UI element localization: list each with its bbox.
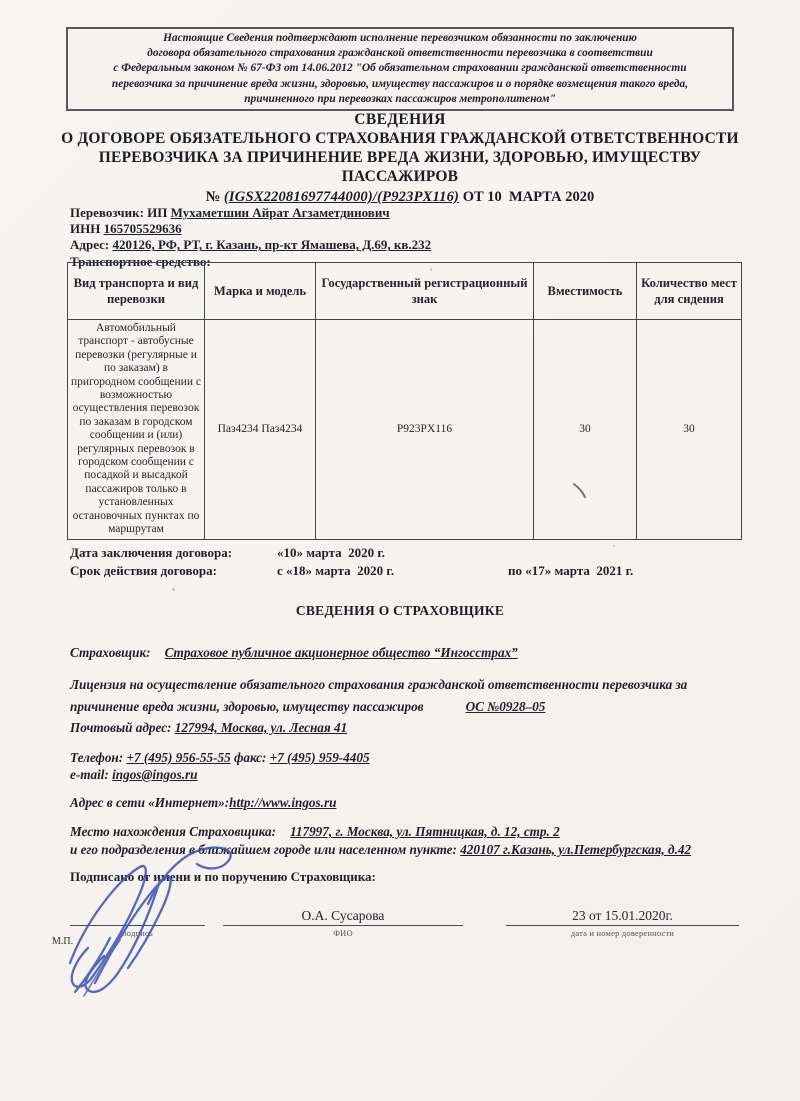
branch-label: и его подразделения в ближайшем городе или населенном пункте:: [70, 842, 457, 857]
title-line: О ДОГОВОРЕ ОБЯЗАТЕЛЬНОГО СТРАХОВАНИЯ ГРАЖДАНСКОЙ ОТВЕТСТВЕННОСТИ: [61, 130, 739, 147]
insurer-section-title: СВЕДЕНИЯ О СТРАХОВЩИКЕ: [295, 603, 505, 618]
poa-value: 23 от 15.01.2020г.: [572, 908, 673, 923]
insurer-name: Страховое публичное акционерное общество “Ингосстрах”: [164, 645, 518, 660]
title-word: СВЕДЕНИЯ: [354, 111, 446, 128]
email-label: e-mail:: [70, 767, 109, 782]
address-line: [70, 237, 431, 253]
cell-reg-plate: P923PX116: [316, 320, 534, 540]
website-line: [70, 795, 746, 811]
notice-line: с Федеральным законом № 67-ФЗ от 14.06.2012 "Об обязательном страховании гражданской ответственности: [113, 62, 687, 75]
license-line: [70, 674, 746, 718]
location-value: 117997, г. Москва, ул. Пятницкая, д. 12, стр. 2: [290, 824, 560, 839]
col-header-seats: Количество мест для сидения: [637, 263, 742, 320]
cell-transport-type: Автомобильный транспорт - автобусные перевозки (регулярные и по заказам) в пригородном сообщении с возможностью осуществления перевозок по заказам в городском сообщении и (или) регулярных перевозок в городском сообщении с посадкой и высадкой пассажиров только в установленных остановочных пунктах по маршрутам: [68, 320, 205, 540]
table-header-row: [68, 263, 742, 320]
cell-seats: 30: [637, 320, 742, 540]
term-row: [70, 563, 750, 581]
handwritten-signature: [40, 836, 280, 1008]
notice-box: [66, 27, 734, 111]
title-line: ПЕРЕВОЗЧИКА ЗА ПРИЧИНЕНИЕ ВРЕДА ЖИЗНИ, ЗДОРОВЬЮ, ИМУЩЕСТВУ: [98, 149, 702, 166]
cell-make-model: Паз4234 Паз4234: [205, 320, 316, 540]
website-label: Адрес в сети «Интернет»:: [70, 795, 230, 810]
stamp-place-label: М.П.: [52, 936, 74, 947]
carrier-line: [70, 205, 431, 221]
address-value: 420126, РФ, РТ, г. Казань, пр-кт Ямашева, Д.69, кв.232: [112, 237, 432, 253]
carrier-block: [70, 205, 431, 270]
phone-line: [70, 750, 746, 766]
vehicle-label: Транспортное средство:: [70, 253, 211, 269]
email-line: [70, 767, 746, 783]
insurer-label: Страховщик:: [70, 645, 151, 660]
license-number: ОС №0928–05: [465, 699, 546, 714]
contract-number: (IGSX22081697744000)/(P923PX116): [223, 189, 460, 205]
poa-caption: дата и номер доверенности: [570, 928, 675, 938]
poa-rule: [506, 925, 739, 926]
address-label: Адрес:: [70, 237, 110, 253]
fax-value: +7 (495) 959-4405: [269, 750, 370, 765]
col-header-reg-plate: Государственный регистрационный знак: [316, 263, 534, 320]
vehicles-table: [67, 262, 742, 540]
license-text: Лицензия на осуществление обязательного страхования гражданской ответственности перевозчика за причинение вреда жизни, здоровью, имуществу пассажиров: [70, 677, 688, 714]
date-label: Дата заключения договора:: [70, 545, 233, 560]
contract-dates: [70, 545, 750, 581]
phone-label: Телефон:: [70, 750, 124, 765]
term-to: по «17» марта 2021 г.: [508, 563, 634, 578]
scan-speck: [172, 588, 175, 591]
carrier-prefix: ИП: [147, 205, 168, 220]
inn-value: 165705529636: [103, 221, 182, 237]
contract-date: ОТ 10 МАРТА 2020: [462, 189, 595, 205]
pen-mark: [569, 480, 591, 502]
term-label: Срок действия договора:: [70, 563, 217, 578]
document-title: [0, 111, 800, 206]
fax-label: факс:: [233, 750, 267, 765]
carrier-name: Мухаметшин Айрат Агзаметдинович: [170, 205, 390, 220]
cell-capacity: 30: [534, 320, 637, 540]
email-value: ingos@ingos.ru: [112, 767, 198, 782]
inn-label: ИНН: [70, 221, 101, 237]
title-line: ПАССАЖИРОВ: [341, 168, 459, 185]
notice-line: договора обязательного страхования гражданской ответственности перевозчика в соответствии: [147, 47, 653, 60]
website-value: http://www.ingos.ru: [229, 795, 337, 810]
poa-field: [506, 902, 739, 938]
date-of-conclusion-row: [70, 545, 750, 563]
postal-value: 127994, Москва, ул. Лесная 41: [174, 720, 348, 735]
scan-speck: [430, 268, 432, 271]
postal-label: Почтовый адрес:: [70, 720, 172, 735]
fio-value: О.А. Сусарова: [301, 908, 385, 923]
fio-caption: ФИО: [333, 928, 353, 938]
col-header-make-model: Марка и модель: [205, 263, 316, 320]
carrier-label: Перевозчик:: [70, 205, 144, 220]
date-value: «10» марта 2020 г.: [277, 545, 386, 560]
insurer-name-line: [70, 645, 746, 661]
contract-number-line: [0, 189, 800, 206]
term-from: с «18» марта 2020 г.: [277, 563, 395, 578]
postal-line: [70, 720, 746, 736]
notice-line: перевозчика за причинение вреда жизни, здоровью, имуществу пассажиров и о порядке возмещения такого вреда,: [111, 77, 689, 90]
col-header-capacity: Вместимость: [534, 263, 637, 320]
signature-caption: подпись: [121, 928, 154, 938]
col-header-transport-type: Вид транспорта и вид перевозки: [68, 263, 205, 320]
number-prefix: №: [205, 189, 221, 205]
scan-speck: [613, 545, 615, 547]
notice-line: причиненного при перевозках пассажиров метрополитеном": [244, 92, 556, 105]
phone-value: +7 (495) 956-55-55: [126, 750, 231, 765]
notice-line: Настоящие Сведения подтверждают исполнение перевозчиком обязанности по заключению: [163, 31, 637, 44]
branch-value: 420107 г.Казань, ул.Петербургская, д.42: [460, 842, 692, 857]
signed-by-line: Подписано от имени и по поручению Страховщика:: [70, 869, 376, 884]
location-label: Место нахождения Страховщика:: [70, 824, 277, 839]
inn-line: [70, 221, 431, 237]
table-row: [68, 320, 742, 540]
